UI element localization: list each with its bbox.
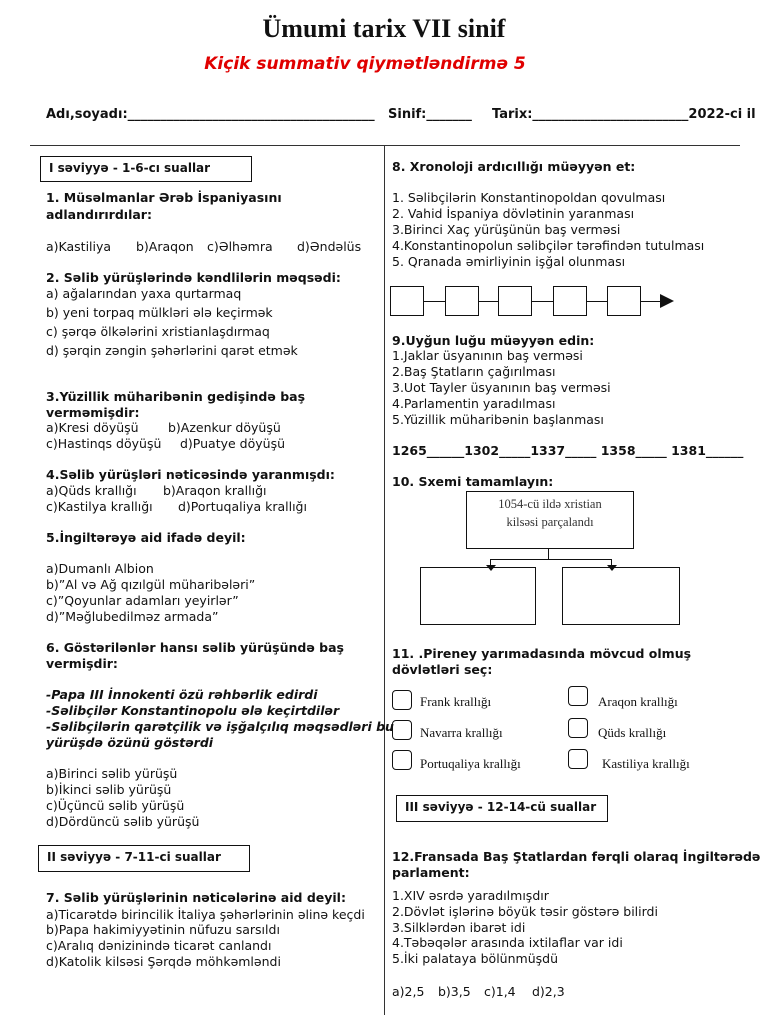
q7-option-c[interactable]: c)Aralıq dənizinində ticarət canlandı xyxy=(46,938,272,953)
q9-years-line[interactable]: 1265______1302_____1337_____ 1358_____ 1381______ xyxy=(392,443,744,458)
q12-title-cont: parlament: xyxy=(392,865,470,880)
name-field[interactable]: Adı,soyadı:______________________________________ xyxy=(46,107,375,122)
q11-checkbox-1[interactable] xyxy=(392,690,412,710)
column-divider xyxy=(384,145,385,1015)
page-title: Ümumi tarix VII sinif xyxy=(262,14,506,43)
page-subtitle: Kiçik summativ qiymətləndirmə 5 xyxy=(204,54,526,74)
q9-item-2: 2.Baş Ştatların çağırılması xyxy=(392,364,556,379)
timeline-box-3[interactable] xyxy=(498,286,532,316)
q4-option-c[interactable]: c)Kastilya krallığı xyxy=(46,499,153,514)
q12-option-a[interactable]: a)2,5 xyxy=(392,984,425,999)
q12-item-3: 3.Silklərdən ibarət idi xyxy=(392,920,526,935)
level-3-box: III səviyyə - 12-14-cü suallar xyxy=(396,795,608,822)
q11-title: 11. .Pireney yarımadasında mövcud olmuş xyxy=(392,646,692,661)
q6-option-d[interactable]: d)Dördüncü səlib yürüşü xyxy=(46,814,200,829)
q11-option-4: Qüds krallığı xyxy=(598,725,667,740)
q11-checkbox-3[interactable] xyxy=(392,720,412,740)
q7-option-a[interactable]: a)Ticarətdə birincilik İtaliya şəhərlərinin əlinə keçdi xyxy=(46,907,365,922)
scheme-text-1: 1054-cü ildə xristian xyxy=(498,497,602,511)
scheme-answer-box-right[interactable] xyxy=(562,567,680,625)
q9-title: 9.Uyğun luğu müəyyən edin: xyxy=(392,333,595,348)
q12-item-5: 5.İki palataya bölünmüşdü xyxy=(392,951,558,966)
q9-item-1: 1.Jaklar üsyanının baş verməsi xyxy=(392,348,583,363)
q6-clue-3: -Səlibçilərin qarətçilik və işğalçılıq məqsədləri bu xyxy=(46,719,394,734)
q1-title-cont: adlandırırdılar: xyxy=(46,207,152,222)
level-2-box: II səviyyə - 7-11-ci suallar xyxy=(38,845,250,872)
level-1-box: I səviyyə - 1-6-cı suallar xyxy=(40,156,252,182)
q1-option-a[interactable]: a)Kastiliya xyxy=(46,239,112,254)
q5-option-c[interactable]: c)”Qoyunlar adamları yeyirlər” xyxy=(46,593,239,608)
q5-title: 5.İngiltərəyə aid ifadə deyil: xyxy=(46,530,246,545)
timeline-box-2[interactable] xyxy=(445,286,479,316)
q12-title: 12.Fransada Baş Ştatlardan fərqli olaraq İngiltərədə xyxy=(392,849,761,864)
q11-option-5: Portuqaliya krallığı xyxy=(420,756,521,771)
q3-title-cont: verməmişdir: xyxy=(46,405,140,420)
q3-option-b[interactable]: b)Azenkur döyüşü xyxy=(168,420,281,435)
q3-option-a[interactable]: a)Kresi döyüşü xyxy=(46,420,139,435)
q11-option-2: Araqon krallığı xyxy=(598,694,678,709)
q5-option-d[interactable]: d)”Məğlubedilməz armada” xyxy=(46,609,219,624)
q11-checkbox-6[interactable] xyxy=(568,749,588,769)
scheme-top-box xyxy=(466,491,634,549)
q11-checkbox-4[interactable] xyxy=(568,718,588,738)
scheme-answer-box-left[interactable] xyxy=(420,567,536,625)
q10-title: 10. Sxemi tamamlayın: xyxy=(392,474,554,489)
q8-item-1: 1. Səlibçilərin Konstantinopoldan qovulması xyxy=(392,190,666,205)
q2-option-c[interactable]: c) şərqə ölkələrini xristianlaşdırmaq xyxy=(46,324,270,339)
q11-checkbox-2[interactable] xyxy=(568,686,588,706)
q12-item-2: 2.Dövlət işlərinə böyük təsir göstərə bilirdi xyxy=(392,904,658,919)
q2-option-d[interactable]: d) şərqin zəngin şəhərlərini qarət etmək xyxy=(46,343,298,358)
q7-option-b[interactable]: b)Papa hakimiyyətinin nüfuzu sarsıldı xyxy=(46,922,280,937)
scheme-branch xyxy=(490,559,612,560)
q6-title: 6. Göstərilənlər hansı səlib yürüşündə baş xyxy=(46,640,344,655)
q7-option-d[interactable]: d)Katolik kilsəsi Şərqdə möhkəmləndi xyxy=(46,954,281,969)
q7-title: 7. Səlib yürüşlərinin nəticələrinə aid deyil: xyxy=(46,890,346,905)
q6-clue-2: -Səlibçilər Konstantinopolu ələ keçirtdilər xyxy=(46,703,340,718)
scheme-text-2: kilsəsi parçalandı xyxy=(506,515,594,529)
q11-option-6: Kastiliya krallığı xyxy=(602,756,690,771)
q12-item-1: 1.XIV əsrdə yaradılmışdır xyxy=(392,888,549,903)
q1-option-c[interactable]: c)Əlhəmra xyxy=(207,239,273,254)
q1-title: 1. Müsəlmanlar Ərəb İspaniyasını xyxy=(46,190,282,205)
q6-option-a[interactable]: a)Birinci səlib yürüşü xyxy=(46,766,178,781)
q4-title: 4.Səlib yürüşləri nəticəsində yaranmışdı: xyxy=(46,467,335,482)
q5-option-b[interactable]: b)”Al və Ağ qızılgül müharibələri” xyxy=(46,577,256,592)
q12-item-4: 4.Təbəqələr arasında ixtilaflar var idi xyxy=(392,935,623,950)
q3-option-d[interactable]: d)Puatye döyüşü xyxy=(180,436,286,451)
q11-option-1: Frank krallığı xyxy=(420,694,492,709)
scheme-stem xyxy=(548,549,549,559)
q4-option-a[interactable]: a)Qüds krallığı xyxy=(46,483,137,498)
q9-item-3: 3.Uot Tayler üsyanının baş verməsi xyxy=(392,380,611,395)
q8-item-5: 5. Qranada əmirliyinin işğal olunması xyxy=(392,254,626,269)
class-field[interactable]: Sinif:_______ xyxy=(388,107,472,122)
q8-item-4: 4.Konstantinopolun səlibçilər tərəfindən tutulması xyxy=(392,238,705,253)
q6-option-b[interactable]: b)İkinci səlib yürüşü xyxy=(46,782,172,797)
timeline-box-5[interactable] xyxy=(607,286,641,316)
q4-option-d[interactable]: d)Portuqaliya krallığı xyxy=(178,499,307,514)
q11-option-3: Navarra krallığı xyxy=(420,725,503,740)
q12-option-b[interactable]: b)3,5 xyxy=(438,984,471,999)
q8-item-2: 2. Vahid İspaniya dövlətinin yaranması xyxy=(392,206,635,221)
q2-option-b[interactable]: b) yeni torpaq mülkləri ələ keçirmək xyxy=(46,305,273,320)
q6-title-cont: vermişdir: xyxy=(46,656,118,671)
q12-option-d[interactable]: d)2,3 xyxy=(532,984,565,999)
q11-title-cont: dövlətləri seç: xyxy=(392,662,493,677)
q9-item-4: 4.Parlamentin yaradılması xyxy=(392,396,556,411)
q3-title: 3.Yüzillik müharibənin gedişində baş xyxy=(46,389,306,404)
q2-option-a[interactable]: a) ağalarından yaxa qurtarmaq xyxy=(46,286,242,301)
q6-clue-3-cont: yürüşdə özünü göstərdi xyxy=(46,735,214,750)
header-divider xyxy=(30,145,740,146)
q1-option-d[interactable]: d)Əndəlüs xyxy=(297,239,362,254)
q1-option-b[interactable]: b)Araqon xyxy=(136,239,194,254)
timeline-arrow-icon xyxy=(660,294,674,308)
timeline-box-1[interactable] xyxy=(390,286,424,316)
q5-option-a[interactable]: a)Dumanlı Albion xyxy=(46,561,154,576)
q3-option-c[interactable]: c)Hastinqs döyüşü xyxy=(46,436,162,451)
q2-title: 2. Səlib yürüşlərində kəndlilərin məqsədi: xyxy=(46,270,341,285)
q8-item-3: 3.Birinci Xaç yürüşünün baş verməsi xyxy=(392,222,621,237)
q4-option-b[interactable]: b)Araqon krallığı xyxy=(163,483,267,498)
q12-option-c[interactable]: c)1,4 xyxy=(484,984,516,999)
q11-checkbox-5[interactable] xyxy=(392,750,412,770)
q9-item-5: 5.Yüzillik müharibənin başlanması xyxy=(392,412,604,427)
q8-title: 8. Xronoloji ardıcıllığı müəyyən et: xyxy=(392,159,636,174)
q6-option-c[interactable]: c)Üçüncü səlib yürüşü xyxy=(46,798,185,813)
date-field[interactable]: Tarix:________________________2022-ci il xyxy=(492,107,756,122)
timeline-box-4[interactable] xyxy=(553,286,587,316)
q6-clue-1: -Papa III İnnokenti özü rəhbərlik edirdi xyxy=(46,687,318,702)
